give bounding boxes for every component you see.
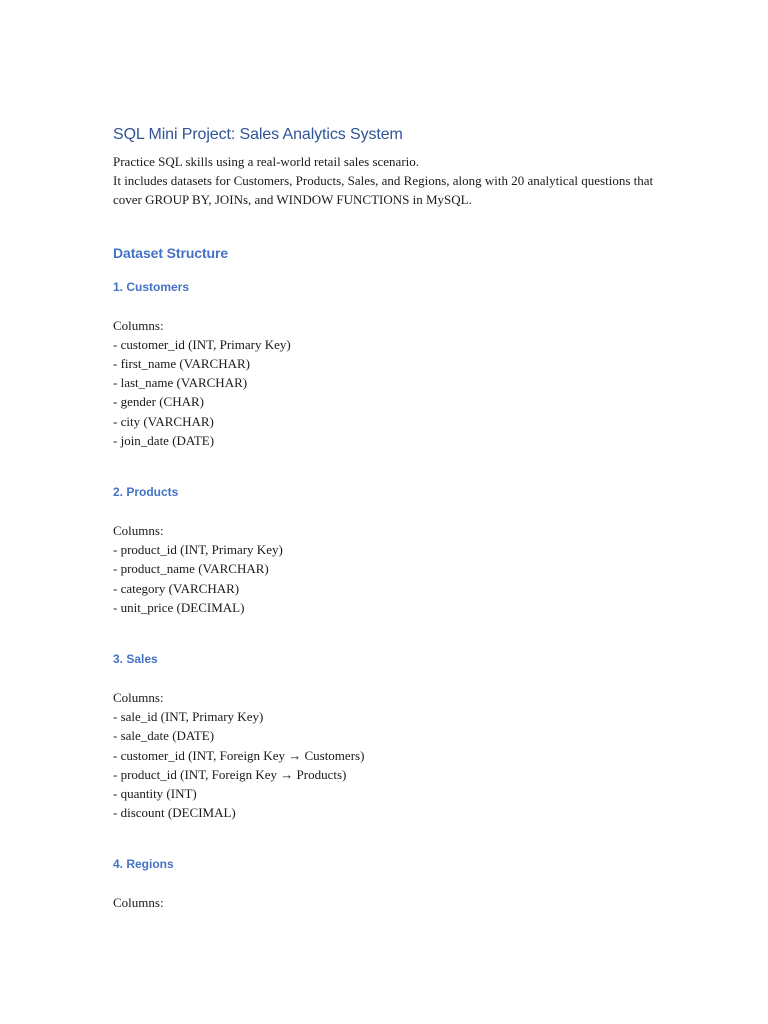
intro-line: Practice SQL skills using a real-world retail sales scenario. (113, 154, 420, 169)
list-item: - customer_id (INT, Foreign Key → Customers) (113, 747, 365, 763)
section-heading: 4. Regions (113, 857, 174, 872)
dataset-structure-heading: Dataset Structure (113, 244, 229, 261)
intro-line: It includes datasets for Customers, Products, Sales, and Regions, along with 20 analytical questions that (113, 173, 654, 189)
intro-paragraph (113, 152, 673, 210)
list-item: - product_id (INT, Primary Key) (113, 542, 283, 558)
list-item: - product_id (INT, Foreign Key → Products) (113, 766, 347, 782)
list-item: - product_name (VARCHAR) (113, 561, 269, 577)
list-item: - discount (DECIMAL) (113, 805, 236, 821)
list-item: - city (VARCHAR) (113, 413, 214, 429)
section-heading: 2. Products (113, 485, 179, 500)
columns-label: Columns: (113, 523, 164, 539)
list-item: - last_name (VARCHAR) (113, 375, 248, 391)
list-item: - join_date (DATE) (113, 432, 215, 448)
list-item: - sale_id (INT, Primary Key) (113, 709, 264, 725)
list-item: - first_name (VARCHAR) (113, 356, 250, 372)
section-products (113, 483, 673, 617)
document-page (113, 124, 673, 913)
list-item: - customer_id (INT, Primary Key) (113, 336, 291, 352)
section-heading: 3. Sales (113, 652, 158, 667)
list-item: - sale_date (DATE) (113, 728, 215, 744)
column-list (113, 335, 673, 450)
column-list (113, 540, 673, 617)
column-list (113, 707, 673, 822)
document-title: SQL Mini Project: Sales Analytics System (113, 126, 403, 143)
section-heading: 1. Customers (113, 279, 190, 294)
intro-line: cover GROUP BY, JOINs, and WINDOW FUNCTIONS in MySQL. (113, 192, 472, 208)
columns-label: Columns: (113, 895, 164, 911)
section-regions (113, 855, 673, 912)
columns-label: Columns: (113, 317, 164, 333)
list-item: - quantity (INT) (113, 786, 197, 802)
section-sales (113, 650, 673, 822)
list-item: - gender (CHAR) (113, 394, 204, 410)
list-item: - unit_price (DECIMAL) (113, 599, 245, 615)
columns-label: Columns: (113, 690, 164, 706)
section-customers (113, 278, 673, 450)
list-item: - category (VARCHAR) (113, 580, 240, 596)
